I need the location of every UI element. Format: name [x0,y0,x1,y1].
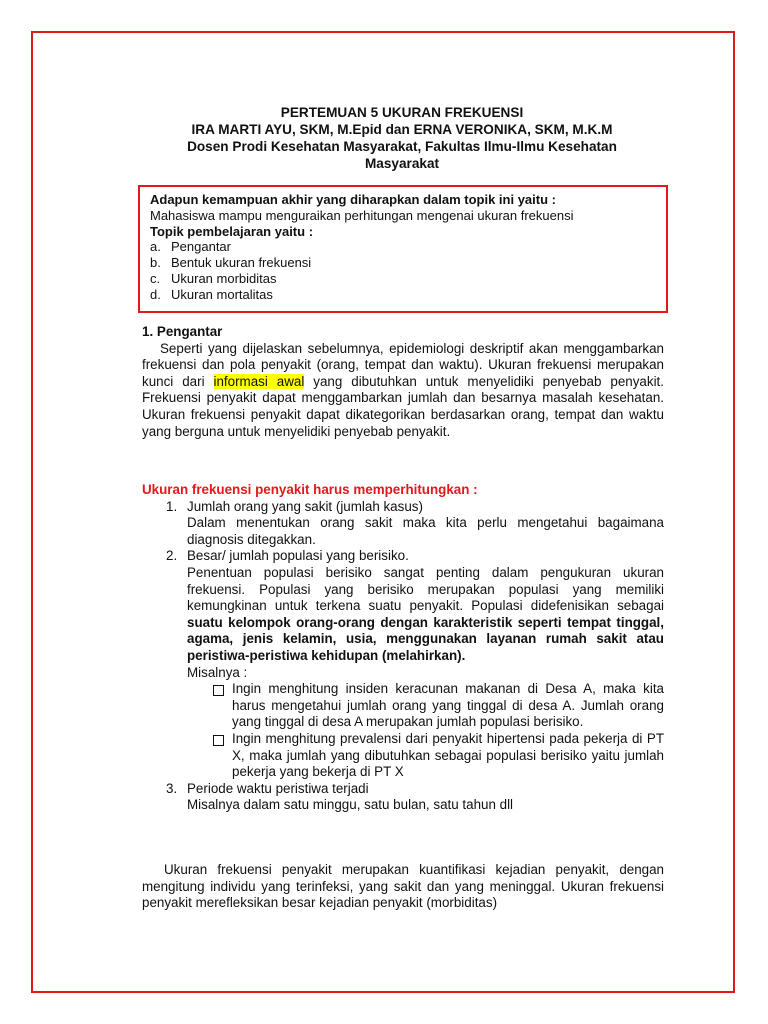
learning-objectives-box [138,185,668,313]
closing-paragraph: Ukuran frekuensi penyakit merupakan kuantifikasi kejadian penyakit, dengan mengitung individu yang terinfeksi, yang sakit dan yang meninggal. Ukuran frekuensi penyakit merefleksikan besar kejadian penyakit (morbiditas) [142,862,664,911]
example-item: Ingin menghitung insiden keracunan makanan di Desa A, maka kita harus mengetahui jumlah orang yang tinggal di desa A. Jumlah orang yang tinggal di desa A merupakan jumlah populasi berisiko. [187,681,664,731]
factor-item-2: 2. Besar/ jumlah populasi yang berisiko. Penentuan populasi berisiko sangat penting dalam pengukuran ukuran frekuensi. Populasi yang berisiko merupakan populasi yang memiliki kemungkinan untuk terkena suatu penyakit. Populasi didefenisikan sebagai suatu kelompok orang-orang dengan karakteristik seperti tempat tinggal, agama, jenis kelamin, usia, menggunakan layanan rumah sakit atau peristiwa-peristiwa kehidupan (melahirkan). Misalnya : Ingin menghitung insiden keracunan makanan di Desa A, maka kita harus mengetahui jumlah orang yang tinggal di desa A. Jumlah orang yang tinggal di desa A merupakan jumlah populasi berisiko. Ingin menghitung prevalensi dari penyakit hipertensi pada pekerja di PT X, maka jumlah yang dibutuhkan sebagai populasi berisiko yaitu jumlah pekerja yang bekerja di PT X [166,548,664,780]
title-line-3: Dosen Prodi Kesehatan Masyarakat, Fakultas Ilmu-Ilmu Kesehatan [187,139,617,154]
title-line-1: PERTEMUAN 5 UKURAN FREKUENSI [280,105,524,120]
objectives-heading: Adapun kemampuan akhir yang diharapkan dalam topik ini yaitu : [150,192,556,207]
list-item: b. Bentuk ukuran frekuensi [150,255,312,271]
section-heading: 1. Pengantar [142,324,223,339]
section-intro [142,324,664,440]
checkbox-icon [213,735,224,746]
list-item: c. Ukuran morbiditas [150,270,277,286]
objectives-text: Mahasiswa mampu menguraikan perhitungan mengenai ukuran frekuensi [150,207,574,223]
factors-heading: Ukuran frekuensi penyakit harus memperhitungkan : [142,482,478,497]
factor-item-1: 1. Jumlah orang yang sakit (jumlah kasus) Dalam menentukan orang sakit maka kita perlu mengetahui bagaimana diagnosis ditegakkan. [166,498,664,547]
list-item: d. Ukuran mortalitas [150,286,273,302]
title-line-2: IRA MARTI AYU, SKM, M.Epid dan ERNA VERONIKA, SKM, M.K.M [191,122,613,137]
checkbox-icon [213,685,224,696]
topics-heading: Topik pembelajaran yaitu : [150,223,314,239]
topics-list [150,239,656,302]
highlighted-text: informasi awal [213,373,305,389]
title-line-4: Masyarakat [364,156,440,171]
document-title [142,104,662,172]
factors-section [142,482,664,814]
list-item: a. Pengantar [150,239,231,255]
factor-item-3: 3. Periode waktu peristiwa terjadi Misalnya dalam satu minggu, satu bulan, satu tahun dll [166,780,514,813]
intro-paragraph: Seperti yang dijelaskan sebelumnya, epidemiologi deskriptif akan menggambarkan frekuensi dan pola penyakit (orang, tempat dan waktu). Ukuran frekuensi merupakan kunci dari informasi awal yang dibutuhkan untuk menyelidiki penyebab penyakit. Frekuensi penyakit dapat menggambarkan jumlah dan besarnya masalah kesehatan. Ukuran frekuensi penyakit dapat dikategorikan berdasarkan orang, tempat dan waktu yang berguna untuk menyelidiki penyebab penyakit. [142,340,664,439]
example-item: Ingin menghitung prevalensi dari penyakit hipertensi pada pekerja di PT X, maka jumlah yang dibutuhkan sebagai populasi berisiko yaitu jumlah pekerja yang bekerja di PT X [187,731,664,781]
